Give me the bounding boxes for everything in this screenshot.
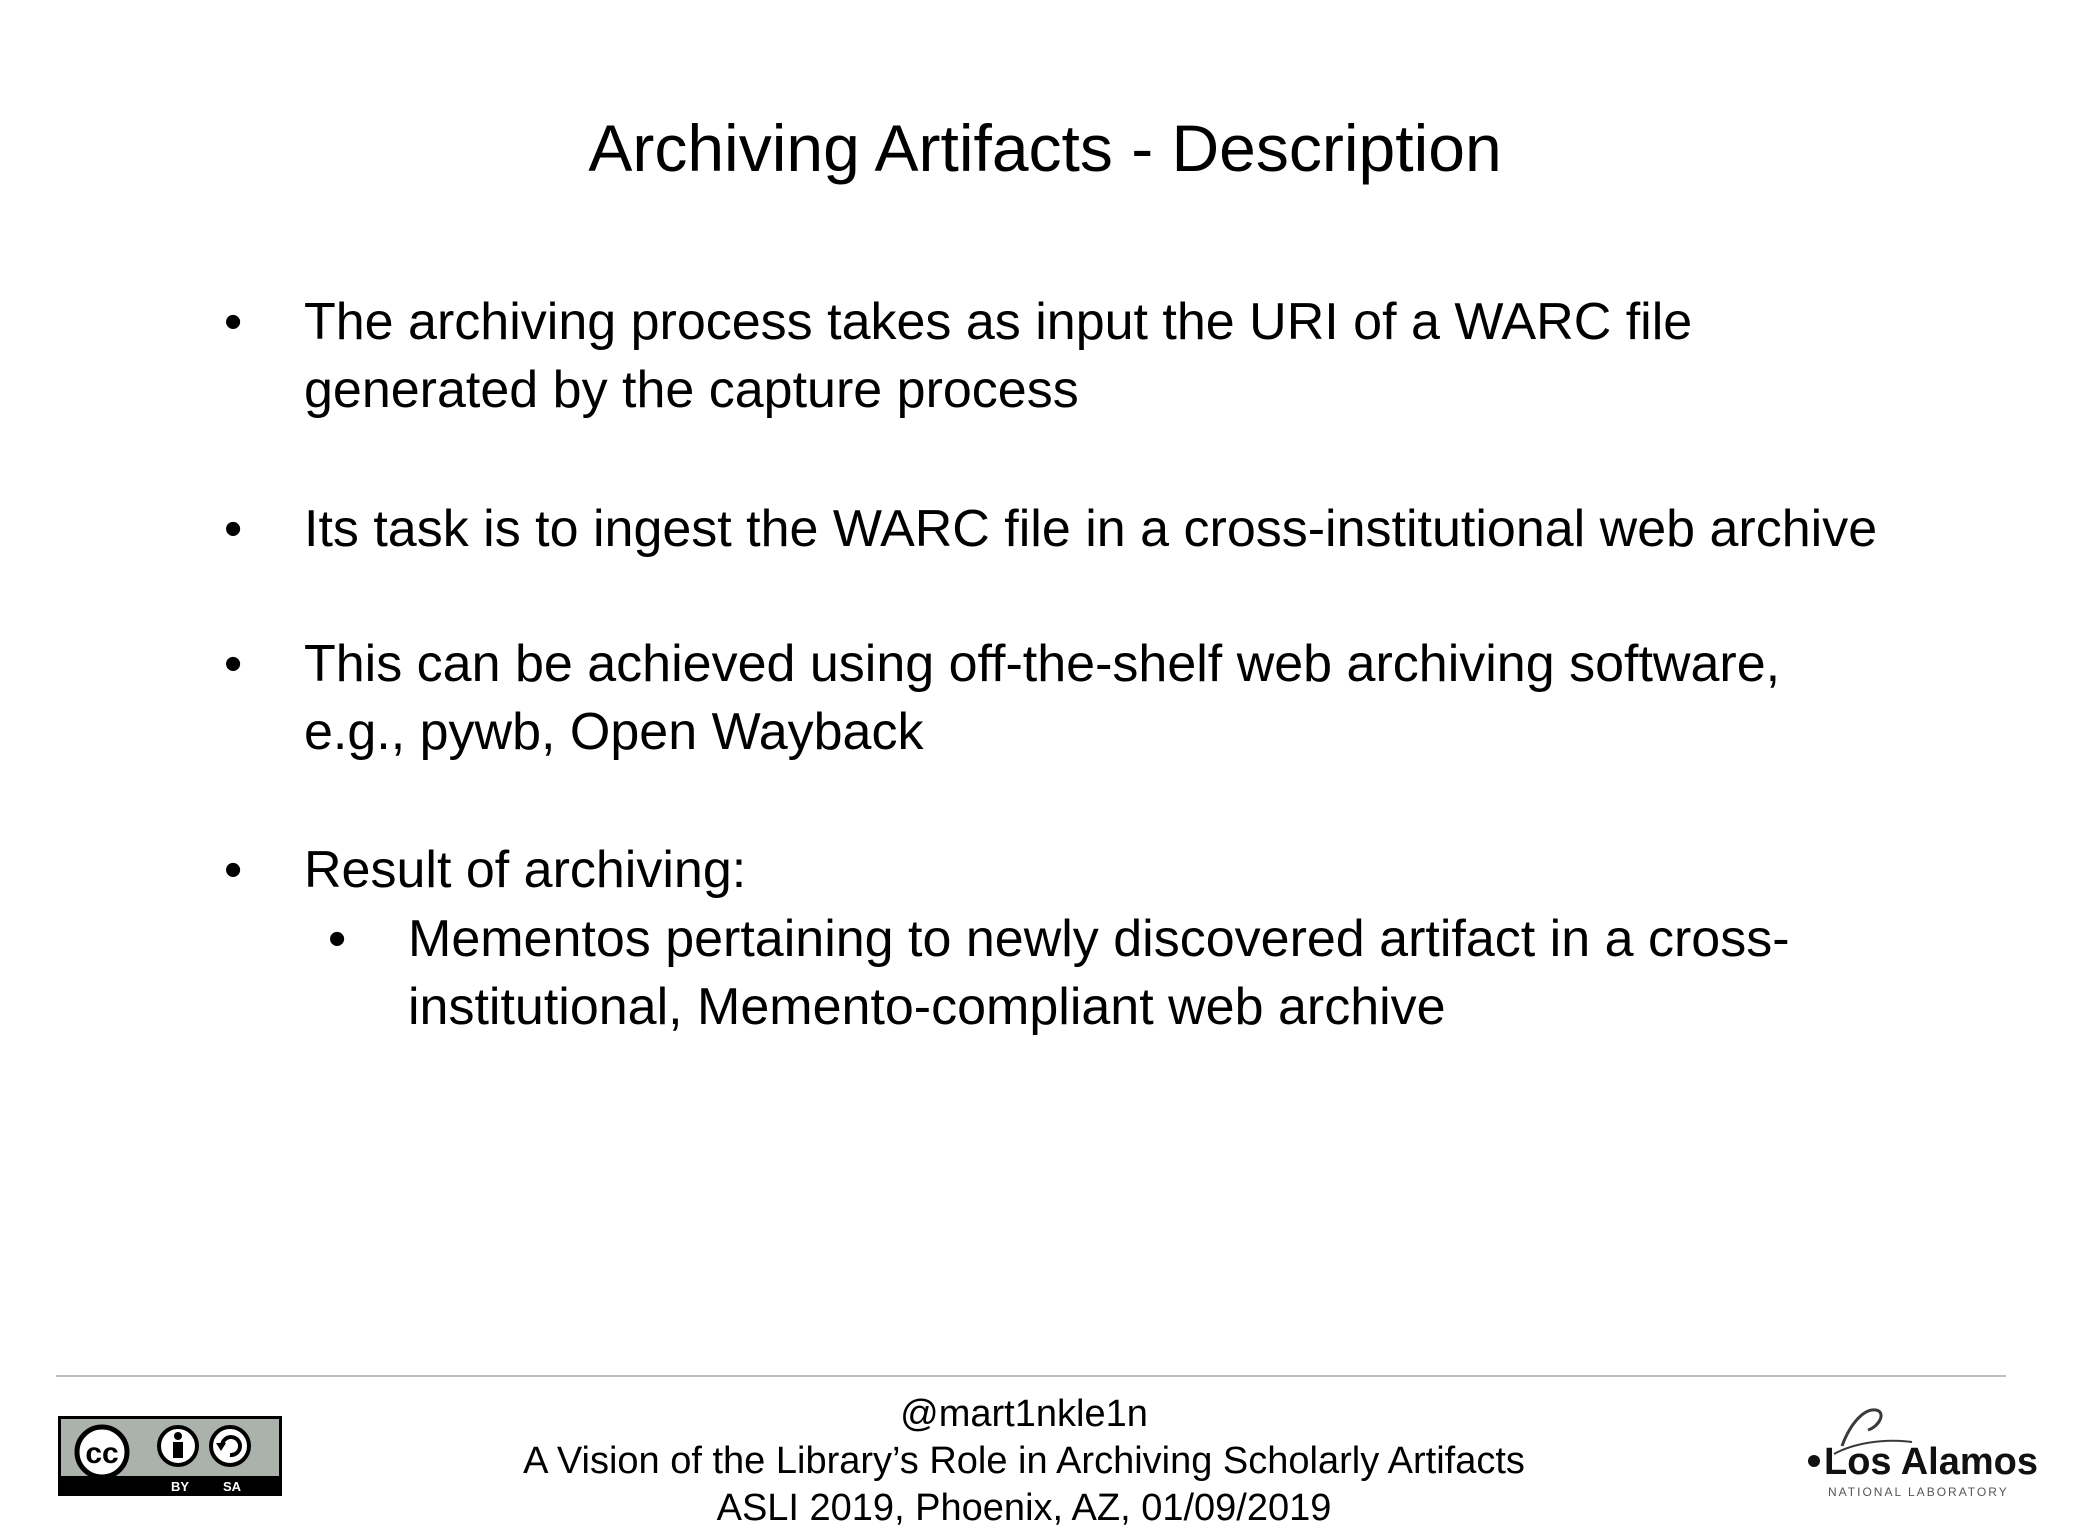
bullet-dot: • bbox=[224, 293, 243, 351]
logo-subtitle: NATIONAL LABORATORY bbox=[1828, 1485, 2009, 1499]
footer-talk-title: A Vision of the Library’s Role in Archiving Scholarly Artifacts bbox=[523, 1440, 1525, 1482]
sub-bullet-text bbox=[408, 905, 1790, 1041]
sub-bullet-dot: • bbox=[328, 910, 347, 968]
bullet-text bbox=[304, 836, 746, 904]
slide-title: Archiving Artifacts - Description bbox=[588, 111, 1502, 185]
bullet-line: Result of archiving: bbox=[304, 841, 747, 899]
cc-label: cc bbox=[85, 1437, 119, 1470]
logo-name: Los Alamos bbox=[1824, 1441, 2038, 1483]
bullet-dot: • bbox=[224, 635, 243, 693]
bullet-line: e.g., pywb, Open Wayback bbox=[304, 703, 924, 761]
bullet-text bbox=[304, 495, 1877, 563]
cc-sa-label: SA bbox=[222, 1479, 242, 1494]
los-alamos-logo-icon bbox=[1772, 1404, 2038, 1504]
footer-divider bbox=[56, 1375, 2006, 1377]
bullet-line: Mementos pertaining to newly discovered artifact in a cross- bbox=[408, 910, 1790, 968]
footer-venue: ASLI 2019, Phoenix, AZ, 01/09/2019 bbox=[716, 1487, 1332, 1529]
bullet-line: The archiving process takes as input the URI of a WARC file bbox=[304, 293, 1693, 351]
bullet-line: This can be achieved using off-the-shelf web archiving software, bbox=[304, 635, 1781, 693]
footer-handle: @mart1nkle1n bbox=[900, 1393, 1148, 1435]
cc-by-label: BY bbox=[170, 1479, 190, 1494]
bullet-line: institutional, Memento-compliant web archive bbox=[408, 978, 1446, 1036]
bullet-dot: • bbox=[224, 500, 243, 558]
bullet-dot: • bbox=[224, 841, 243, 899]
bullet-line: generated by the capture process bbox=[304, 361, 1079, 419]
bullet-line: Its task is to ingest the WARC file in a cross-institutional web archive bbox=[304, 500, 1878, 558]
bullet-text bbox=[304, 288, 1692, 424]
bullet-text bbox=[304, 630, 1780, 766]
